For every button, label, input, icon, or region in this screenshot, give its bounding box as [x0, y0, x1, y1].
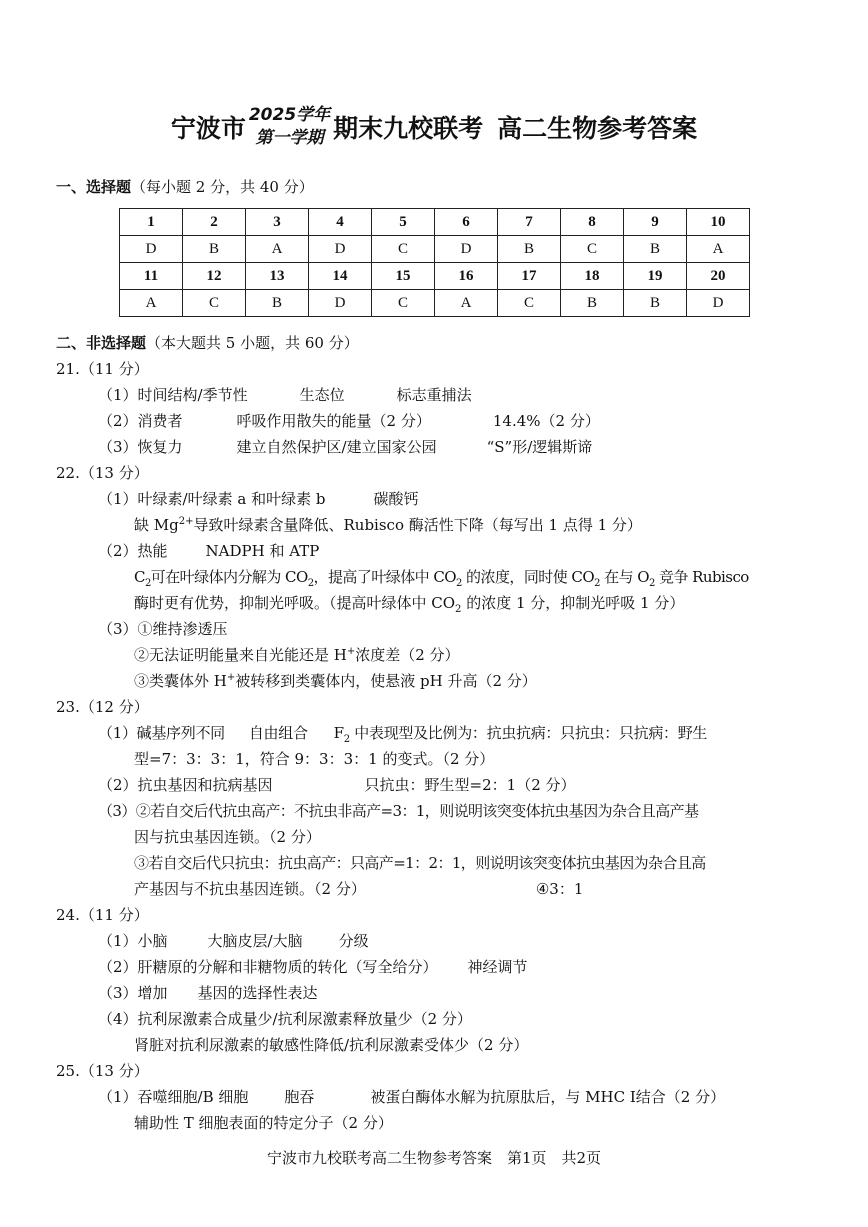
- answer-cell: D: [309, 236, 372, 263]
- question-number-cell: 17: [498, 263, 561, 290]
- title-semester: 第一学期: [255, 128, 324, 148]
- q24-answer-2: （2）肝糖原的分解和非糖物质的转化（写全给分） 神经调节: [98, 958, 528, 976]
- question-number-cell: 6: [435, 209, 498, 236]
- answer-cell: B: [246, 290, 309, 317]
- q24-answer-4-cont: 肾脏对抗利尿激素的敏感性降低/抗利尿激素受体少（2 分）: [134, 1036, 529, 1054]
- q22-answer-1: （1）叶绿素/叶绿素 a 和叶绿素 b 碳酸钙: [98, 490, 419, 508]
- q22-answer-3c: ③类囊体外 H+被转移到类囊体内，使悬液 pH 升高（2 分）: [134, 672, 537, 690]
- question-number-cell: 1: [120, 209, 183, 236]
- q23-answer-3-cont: 因与抗虫基因连锁。（2 分）: [134, 828, 321, 846]
- q21-answer-1: （1）时间结构/季节性 生态位 标志重捕法: [98, 386, 472, 404]
- answer-cell: C: [372, 236, 435, 263]
- question-number-cell: 20: [687, 263, 750, 290]
- q24-answer-3: （3）增加 基因的选择性表达: [98, 984, 318, 1002]
- question-number-cell: 12: [183, 263, 246, 290]
- q23-answer-3: （3）②若自交后代抗虫高产：不抗虫非高产=3：1，则说明该突变体抗虫基因为杂合且高产基: [98, 802, 699, 820]
- question-number-cell: 2: [183, 209, 246, 236]
- question-number-cell: 7: [498, 209, 561, 236]
- title-subject: 高二生物参考答案: [497, 114, 698, 143]
- question-number-cell: 16: [435, 263, 498, 290]
- answer-cell: B: [561, 290, 624, 317]
- q23-answer-2: （2）抗虫基因和抗病基因 只抗虫：野生型=2：1（2 分）: [98, 776, 576, 794]
- table-row-answers-2: [120, 290, 750, 317]
- multiple-choice-answer-table: [119, 208, 750, 317]
- question-number-cell: 18: [561, 263, 624, 290]
- q25-heading: 25.（13 分）: [56, 1062, 149, 1080]
- answer-cell: B: [624, 290, 687, 317]
- answer-cell: D: [309, 290, 372, 317]
- q22-answer-2-detail-cont: 酶时更有优势，抑制光呼吸。（提高叶绿体中 $CO_2$ 的浓度 1 分，抑制光呼吸 1 分）: [134, 594, 685, 615]
- answer-cell: B: [183, 236, 246, 263]
- answer-cell: C: [372, 290, 435, 317]
- title-year: 2025学年: [248, 105, 331, 125]
- question-number-cell: 9: [624, 209, 687, 236]
- question-number-cell: 14: [309, 263, 372, 290]
- answer-cell: A: [435, 290, 498, 317]
- q22-answer-2-detail: $C_2$可在叶绿体内分解为 $CO_2$，提高了叶绿体中 $CO_2$ 的浓度，同时使 $CO_2$ 在与 $O_2$ 竞争 Rubisco: [134, 568, 749, 589]
- q22-answer-3: （3）①维持渗透压: [98, 620, 228, 638]
- q25-answer-1: （1）吞噬细胞/B 细胞 胞吞 被蛋白酶体水解为抗原肽后，与 MHC I结合（2 分）: [98, 1088, 726, 1106]
- q23-answer-3c: ③若自交后代只抗虫：抗虫高产：只高产=1：2：1，则说明该突变体抗虫基因为杂合且高: [134, 854, 706, 872]
- question-number-cell: 13: [246, 263, 309, 290]
- q22-answer-1-detail: 缺 $Mg^{2+}$导致叶绿素含量降低、Rubisco 酶活性下降（每写出 1 点得 1 分）: [134, 516, 642, 534]
- answer-cell: A: [687, 236, 750, 263]
- question-number-cell: 4: [309, 209, 372, 236]
- page-title: [0, 104, 868, 150]
- answer-cell: D: [435, 236, 498, 263]
- answer-cell: D: [687, 290, 750, 317]
- answer-cell: C: [561, 236, 624, 263]
- q24-answer-4: （4）抗利尿激素合成量少/抗利尿激素释放量少（2 分）: [98, 1010, 472, 1028]
- question-number-cell: 15: [372, 263, 435, 290]
- q21-heading: 21.（11 分）: [56, 360, 149, 378]
- answer-cell: C: [183, 290, 246, 317]
- answer-cell: B: [498, 236, 561, 263]
- answer-cell: A: [120, 290, 183, 317]
- answer-cell: A: [246, 236, 309, 263]
- table-row-answers-1: [120, 236, 750, 263]
- section-1-heading: 一、选择题（每小题 2 分，共 40 分）: [56, 178, 314, 196]
- title-exam: 期末九校联考: [333, 114, 484, 143]
- q21-answer-2: （2）消费者 呼吸作用散失的能量（2 分） 14.4%（2 分）: [98, 412, 600, 430]
- q24-heading: 24.（11 分）: [56, 906, 149, 924]
- section-2-heading: 二、非选择题（本大题共 5 小题，共 60 分）: [56, 334, 359, 352]
- q22-answer-2: （2）热能 NADPH 和 ATP: [98, 542, 320, 560]
- table-row-numbers-2: [120, 263, 750, 290]
- q22-heading: 22.（13 分）: [56, 464, 149, 482]
- title-city: 宁波市: [170, 114, 246, 143]
- answer-cell: D: [120, 236, 183, 263]
- title-term-stack: [249, 104, 330, 150]
- q22-answer-3b: ②无法证明能量来自光能还是 H+浓度差（2 分）: [134, 646, 460, 664]
- question-number-cell: 3: [246, 209, 309, 236]
- q23-answer-3d: 产基因与不抗虫基因连锁。（2 分） ④3：1: [134, 880, 584, 898]
- question-number-cell: 10: [687, 209, 750, 236]
- q25-answer-1-cont: 辅助性 T 细胞表面的特定分子（2 分）: [134, 1114, 393, 1132]
- question-number-cell: 8: [561, 209, 624, 236]
- q24-answer-1: （1）小脑 大脑皮层/大脑 分级: [98, 932, 369, 950]
- answer-cell: B: [624, 236, 687, 263]
- question-number-cell: 11: [120, 263, 183, 290]
- page-footer: 宁波市九校联考高二生物参考答案 第1页 共2页: [266, 1149, 602, 1167]
- q23-answer-1-detail: 型=7：3：3：1，符合 9：3：3：1 的变式。（2 分）: [134, 750, 495, 768]
- q21-answer-3: （3）恢复力 建立自然保护区/建立国家公园 “S”形/逻辑斯谛: [98, 438, 593, 456]
- question-number-cell: 5: [372, 209, 435, 236]
- q23-heading: 23.（12 分）: [56, 698, 149, 716]
- q23-answer-1: （1）碱基序列不同 自由组合 $F_2$ 中表现型及比例为：抗虫抗病：只抗虫：只抗病：野生: [98, 724, 708, 745]
- answer-cell: C: [498, 290, 561, 317]
- table-row-numbers-1: [120, 209, 750, 236]
- question-number-cell: 19: [624, 263, 687, 290]
